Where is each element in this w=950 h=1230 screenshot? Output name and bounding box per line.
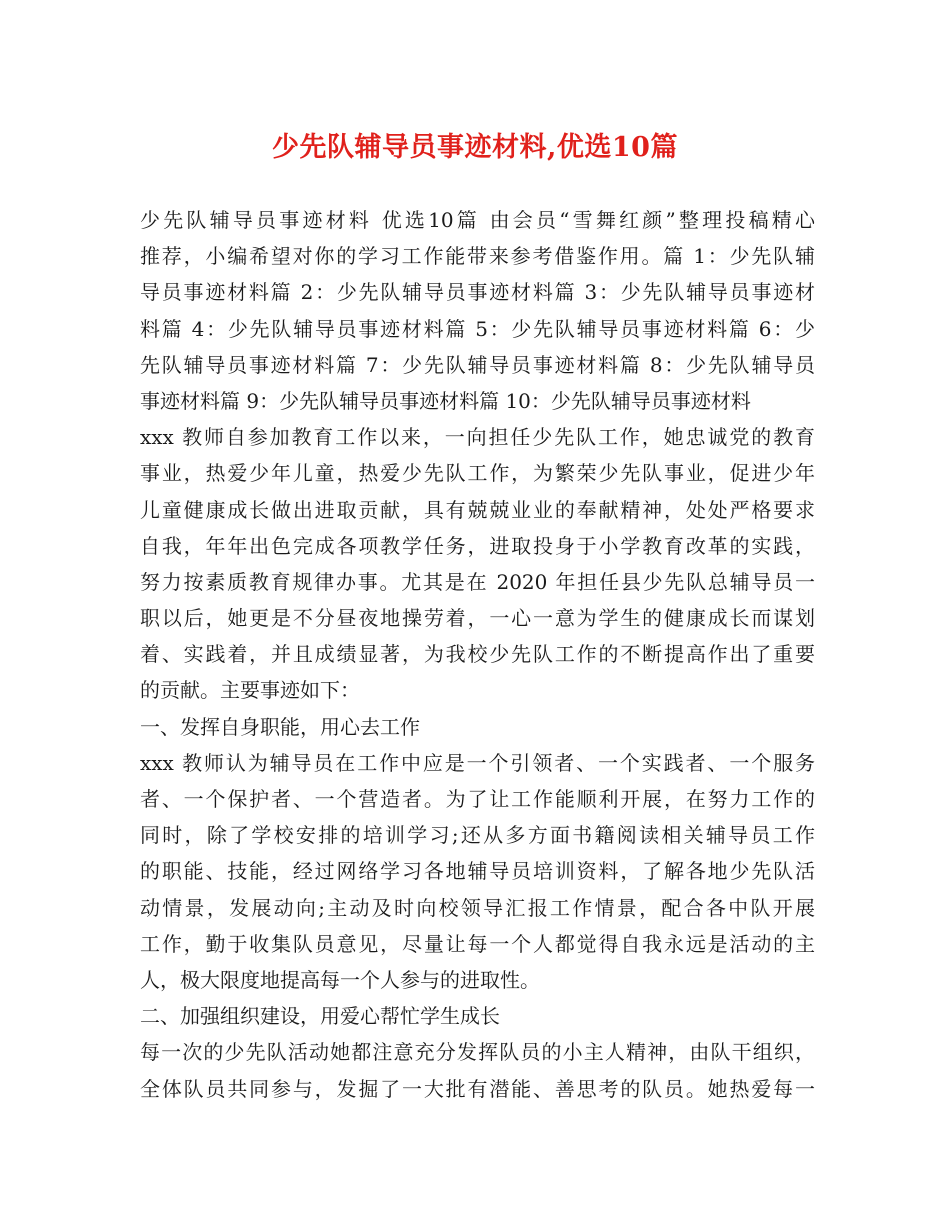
body-line: 动情景，发展动向;主动及时向校领导汇报工作情景，配合各中队开展 [140, 895, 815, 920]
body-line: 的职能、技能，经过网络学习各地辅导员培训资料，了解各地少先队活 [140, 859, 815, 884]
body-line: 儿童健康成长做出进取贡献，具有兢兢业业的奉献精神，处处严格要求 [140, 497, 815, 522]
body-line: 事业，热爱少年儿童，热爱少先队工作，为繁荣少先队事业，促进少年 [140, 461, 815, 486]
document-title: 少先队辅导员事迹材料,优选10篇 [272, 132, 678, 163]
body-line: 少先队辅导员事迹材料 优选10篇 由会员“雪舞红颜”整理投稿精心 [140, 208, 815, 232]
document-body [140, 202, 815, 1107]
body-line: 工作，勤于收集队员意见，尽量让每一个人都觉得自我永远是活动的主 [140, 931, 815, 956]
section-heading: 二、加强组织建设，用爱心帮忙学生成长 [140, 1004, 500, 1029]
body-line: 先队辅导员事迹材料篇 7：少先队辅导员事迹材料篇 8：少先队辅导员 [140, 352, 815, 377]
body-line: 推荐，小编希望对你的学习工作能带来参考借鉴作用。篇 1：少先队辅 [140, 244, 815, 269]
body-line: 努力按素质教育规律办事。尤其是在 2020 年担任县少先队总辅导员一 [140, 569, 815, 594]
body-line: xxx 教师自参加教育工作以来，一向担任少先队工作，她忠诚党的教育 [140, 425, 815, 450]
body-line: 的贡献。主要事迹如下： [140, 678, 360, 703]
body-line: 者、一个保护者、一个营造者。为了让工作能顺利开展，在努力工作的 [140, 787, 815, 811]
body-line: 职以后，她更是不分昼夜地操劳着，一心一意为学生的健康成长而谋划 [140, 606, 815, 631]
body-line: 人，极大限度地提高每一个人参与的进取性。 [140, 967, 540, 992]
body-line: 料篇 4：少先队辅导员事迹材料篇 5：少先队辅导员事迹材料篇 6：少 [140, 316, 815, 341]
section-heading: 一、发挥自身职能，用心去工作 [140, 714, 420, 739]
body-line: 同时，除了学校安排的培训学习;还从多方面书籍阅读相关辅导员工作 [140, 823, 815, 848]
body-line: 导员事迹材料篇 2：少先队辅导员事迹材料篇 3：少先队辅导员事迹材 [140, 280, 815, 305]
body-line: 每一次的少先队活动她都注意充分发挥队员的小主人精神，由队干组织， [140, 1040, 815, 1065]
body-line: 自我，年年出色完成各项教学任务，进取投身于小学教育改革的实践， [140, 533, 815, 558]
body-line: 全体队员共同参与，发掘了一大批有潜能、善思考的队员。她热爱每一 [140, 1076, 815, 1101]
body-line: 事迹材料篇 9：少先队辅导员事迹材料篇 10：少先队辅导员事迹材料 [140, 388, 751, 413]
body-line: xxx 教师认为辅导员在工作中应是一个引领者、一个实践者、一个服务 [140, 750, 815, 775]
body-line: 着、实践着，并且成绩显著，为我校少先队工作的不断提高作出了重要 [140, 642, 815, 667]
